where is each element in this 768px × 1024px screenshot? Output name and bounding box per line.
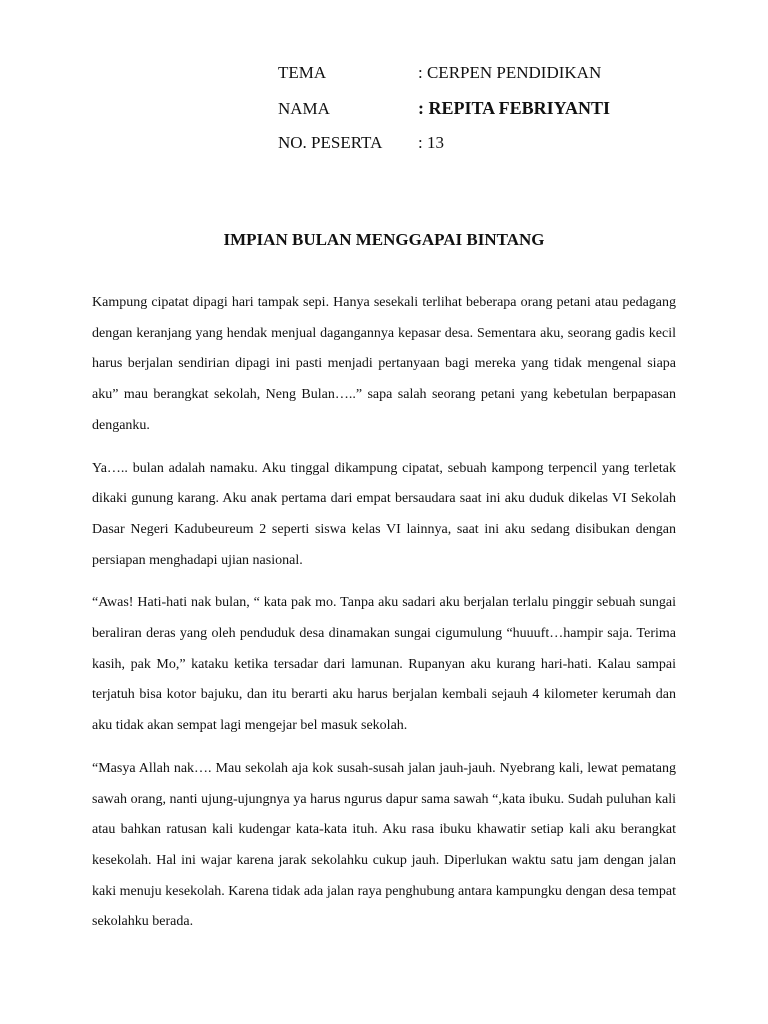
header-value-peserta: : 13	[418, 133, 444, 152]
header-row-peserta	[278, 128, 610, 163]
header-row-nama	[278, 93, 610, 128]
paragraph: Kampung cipatat dipagi hari tampak sepi. Hanya sesekali terlihat beberapa orang petani atau pedagang dengan keranjang yang hendak menjual dagangannya kepasar desa. Sementara aku, seorang gadis kecil harus berjalan sendirian dipagi ini pasti menjadi pertanyaan bagi mereka yang tidak mengenal siapa aku” mau berangkat sekolah, Neng Bulan…..” sapa salah seorang petani yang kebetulan berpapasan denganku.	[92, 295, 676, 433]
paragraph: Ya….. bulan adalah namaku. Aku tinggal dikampung cipatat, sebuah kampong terpencil yang terletak dikaki gunung karang. Aku anak pertama dari empat bersaudara saat ini aku duduk dikelas VI Sekolah Dasar Negeri Kadubeureum 2 seperti siswa kelas VI lainnya, saat ini aku sedang disibukan dengan persiapan menghadapi ujian nasional.	[92, 460, 676, 568]
header-label-tema: TEMA	[278, 63, 327, 82]
story-body	[92, 288, 676, 950]
story-title: IMPIAN BULAN MENGGAPAI BINTANG	[223, 230, 545, 249]
paragraph: “Masya Allah nak…. Mau sekolah aja kok susah-susah jalan jauh-jauh. Nyebrang kali, lewat pematang sawah orang, nanti ujung-ujungnya ya harus ngurus dapur sama sawah “,kata ibuku. Sudah puluhan kali atau bahkan ratusan kali kudengar kata-kata ituh. Aku rasa ibuku khawatir setiap kali aku berangkat kesekolah. Hal ini wajar karena jarak sekolahku cukup jauh. Diperlukan waktu satu jam dengan jalan kaki menuju kesekolah. Karena tidak ada jalan raya penghubung antara kampungku dengan desa tempat sekolahku berada.	[92, 760, 676, 930]
header-row-tema	[278, 58, 610, 93]
header-label-peserta: NO. PESERTA	[278, 133, 383, 152]
header-value-nama: : REPITA FEBRIYANTI	[418, 98, 611, 118]
header-value-tema: : CERPEN PENDIDIKAN	[418, 63, 602, 82]
paragraph: “Awas! Hati-hati nak bulan, “ kata pak mo. Tanpa aku sadari aku berjalan terlalu pinggir sebuah sungai beraliran deras yang oleh penduduk desa dinamakan sungai cigumulung “huuuft…hampir saja. Terima kasih, pak Mo,” kataku ketika tersadar dari lamunan. Rupanyan aku kurang hari-hati. Kalau sampai terjatuh bisa kotor bajuku, dan itu berarti aku harus berjalan kembali sejauh 4 kilometer kerumah dan aku tidak akan sempat lagi mengejar bel masuk sekolah.	[92, 595, 676, 734]
document-header	[278, 58, 610, 163]
header-label-nama: NAMA	[278, 99, 330, 118]
